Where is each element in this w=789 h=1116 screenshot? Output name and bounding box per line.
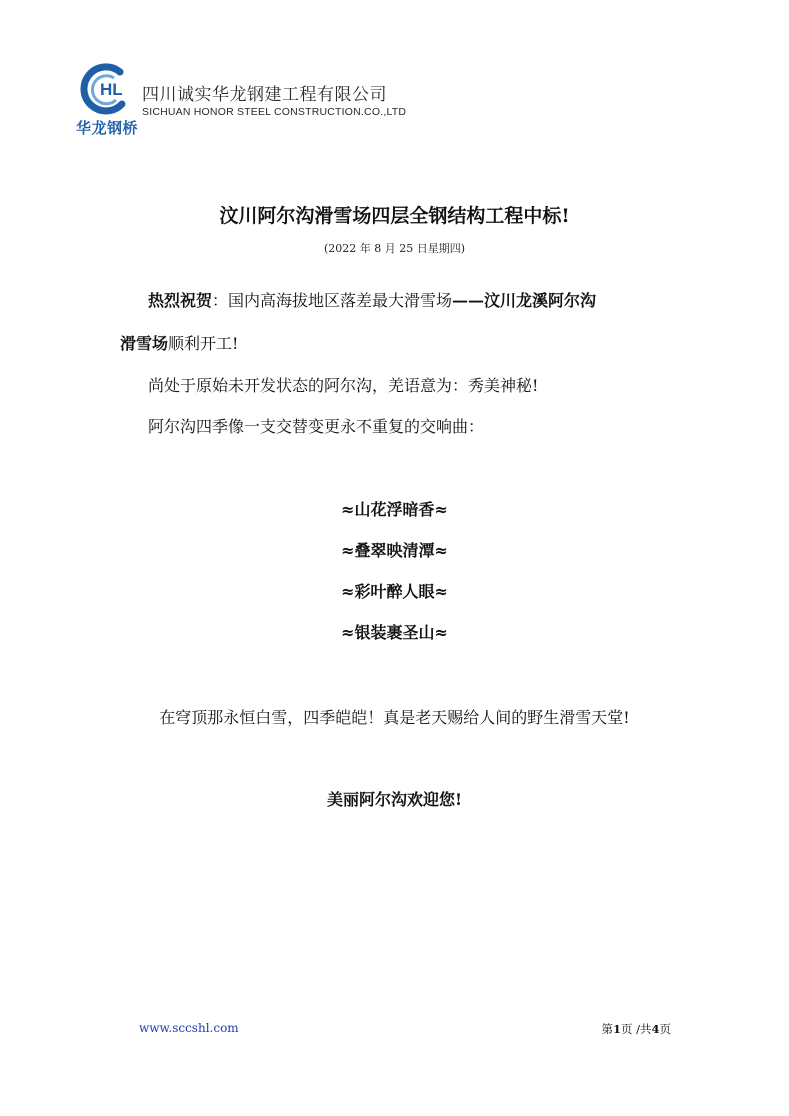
ski-resort-name: ——汶川龙溪阿尔沟 [452,291,597,310]
poem-line: ≈山花浮暗香≈ [341,500,448,519]
page-suffix: 页 [659,1022,671,1036]
company-name-en: SICHUAN HONOR STEEL CONSTRUCTION.CO.,LTD [142,106,407,118]
poem-line: ≈银装裹圣山≈ [341,623,448,642]
poem-line: ≈彩叶醉人眼≈ [341,582,448,601]
page-current: 1 [612,1022,621,1036]
website-link[interactable]: www.sccshl.com [139,1021,239,1035]
paragraph-meaning: 尚处于原始未开发状态的阿尔沟，羌语意为：秀美神秘! [148,376,539,395]
company-name-cn: 四川诚实华龙钢建工程有限公司 [142,85,387,105]
congrats-text: ：国内高海拔地区落差最大滑雪场 [212,291,453,310]
logo-subtitle: 华龙钢桥 [76,119,139,137]
congrats-lead: 热烈祝贺 [148,291,213,310]
page-prefix: 第 [601,1022,613,1036]
welcome-line: 美丽阿尔沟欢迎您! [326,790,463,809]
publish-date: (2022 年 8 月 25 日星期四) [323,242,466,255]
logo-letters: HL [100,80,123,99]
congrats-ending: 顺利开工! [168,334,239,353]
page-indicator [601,1021,671,1037]
paragraph-congrats-line2 [120,331,680,354]
ski-resort-name-end: 滑雪场 [120,334,169,353]
page-mid: 页 /共 [620,1022,652,1036]
letterhead [76,62,436,144]
paragraph-congrats-line1 [148,288,708,311]
paragraph-seasons: 阿尔沟四季像一支交替变更永不重复的交响曲： [148,417,485,436]
page-title: 汶川阿尔沟滑雪场四层全钢结构工程中标! [219,205,570,227]
page-total: 4 [651,1022,660,1036]
paragraph-snow: 在穹顶那永恒白雪，四季皑皑！真是老天赐给人间的野生滑雪天堂! [159,708,630,727]
poem-line: ≈叠翠映清潭≈ [341,541,448,560]
hl-logo-icon [80,62,130,116]
